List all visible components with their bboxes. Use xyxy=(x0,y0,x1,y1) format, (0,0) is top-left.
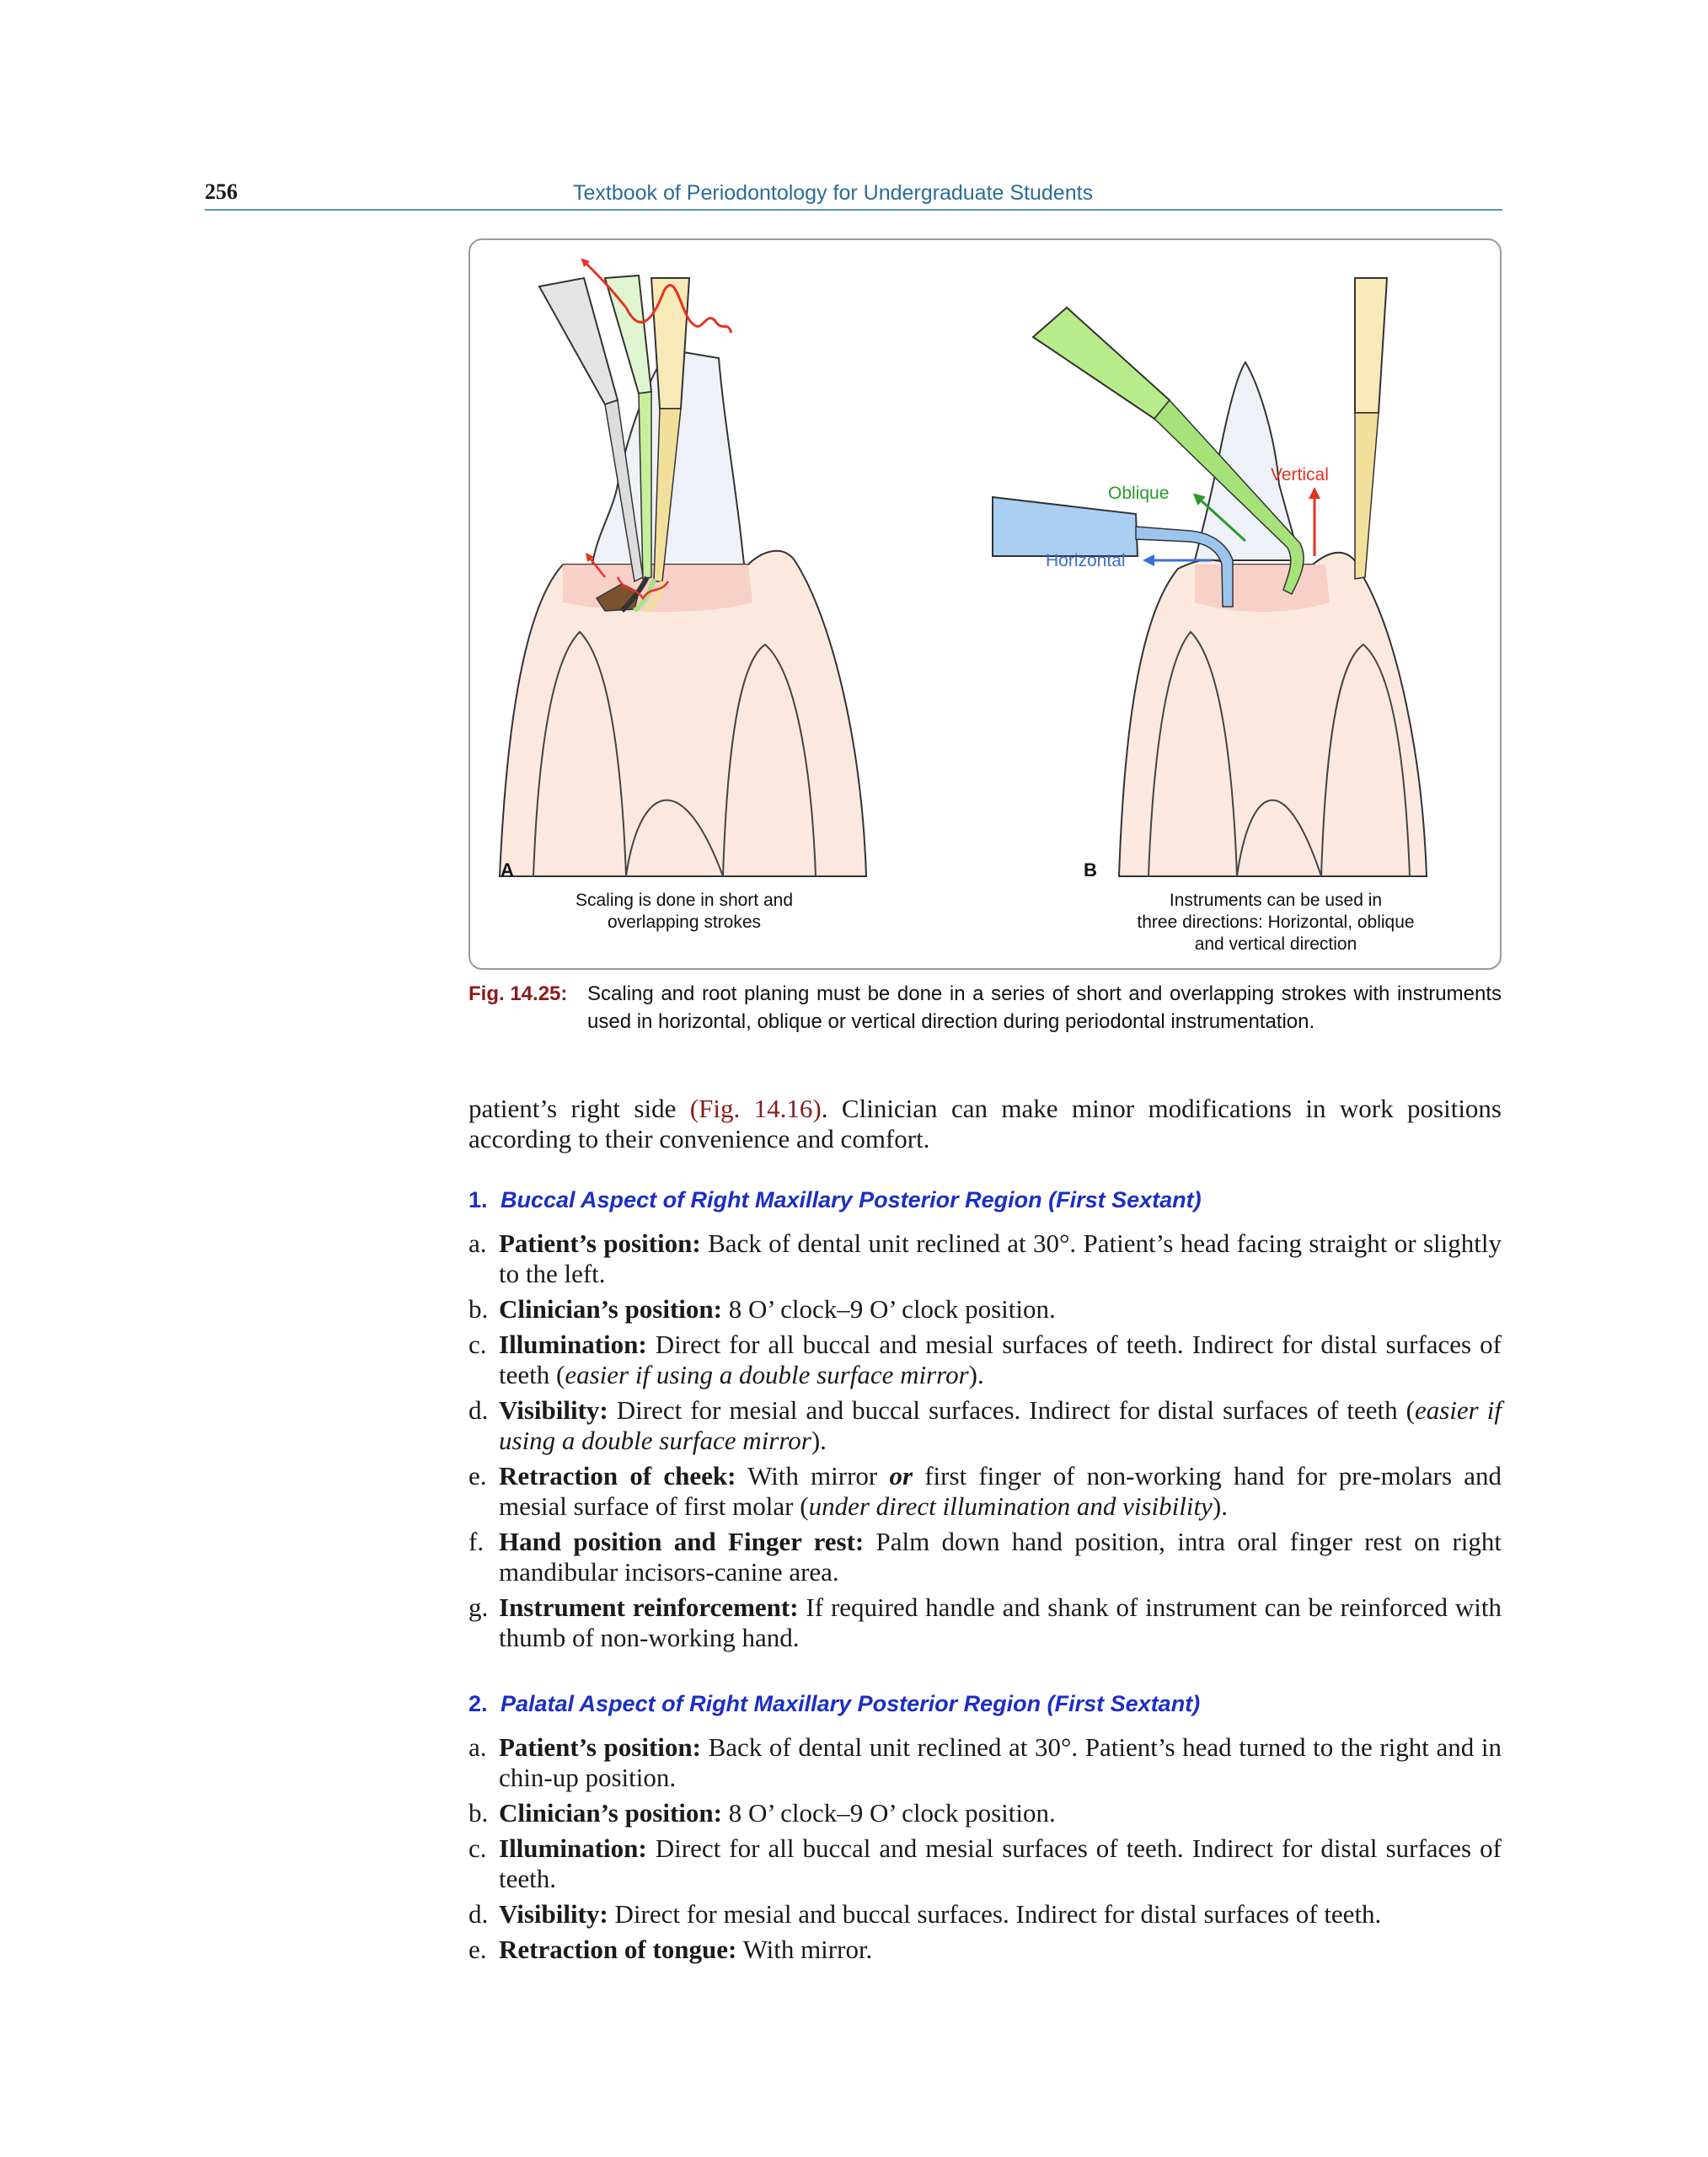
panel-b-caption-line2: three directions: Horizontal, oblique xyxy=(1137,913,1415,932)
panel-a-letter: A xyxy=(501,859,514,880)
list-item xyxy=(468,1798,1502,1828)
header-rule xyxy=(205,209,1502,211)
item-italic: under direct illumination and visibility xyxy=(808,1491,1213,1521)
intro-text-end: . Clinician can make minor modifications in work positions according to their convenience and comfort. xyxy=(468,1094,1502,1153)
item-mark: a. xyxy=(468,1732,487,1762)
item-text-mid: first finger of non-working hand for pre-molars and mesial surface of first molar ( xyxy=(499,1461,1502,1521)
item-text: Direct for all buccal and mesial surfaces of teeth. Indirect for distal surfaces of teeth. xyxy=(499,1833,1502,1893)
running-title: Textbook of Periodontology for Undergraduate Students xyxy=(573,181,1094,205)
item-text: 8 O’ clock–9 O’ clock position. xyxy=(721,1294,1056,1324)
page-number: 256 xyxy=(205,179,238,204)
vertical-label: Vertical xyxy=(1271,465,1329,484)
panel-b-instrument-yellow xyxy=(1355,278,1387,413)
section-2-number: 2. xyxy=(468,1691,488,1716)
list-item xyxy=(468,1294,1502,1325)
item-italic: easier if using a double surface mirror xyxy=(499,1395,1502,1455)
item-label: Illumination: xyxy=(499,1833,647,1863)
item-mark: c. xyxy=(468,1330,487,1359)
item-label: Illumination: xyxy=(499,1330,647,1359)
item-mark: c. xyxy=(468,1833,487,1863)
item-text-end: ). xyxy=(968,1360,984,1389)
panel-b-gum xyxy=(1195,565,1330,612)
list-item xyxy=(468,1732,1502,1793)
panel-a-instrument-grey xyxy=(539,278,618,404)
figure-caption-text: Scaling and root planing must be done in a series of short and overlapping strokes with instruments used in horizontal, oblique or vertical direction during periodontal instrumentation. xyxy=(587,982,1502,1033)
item-text-end: ). xyxy=(811,1426,827,1455)
item-text: 8 O’ clock–9 O’ clock position. xyxy=(721,1798,1056,1828)
section-2-list xyxy=(468,1732,1502,1965)
list-item xyxy=(468,1228,1502,1289)
figure-14-25 xyxy=(468,238,1502,970)
item-mark: e. xyxy=(468,1461,487,1491)
section-2-title: Palatal Aspect of Right Maxillary Posterior Region (First Sextant) xyxy=(501,1691,1201,1716)
item-label: Retraction of cheek: xyxy=(499,1461,736,1491)
list-item xyxy=(468,1833,1502,1894)
panel-b-instrument-yellow-shank xyxy=(1355,413,1379,579)
item-text: Direct for all buccal and mesial surfaces of teeth. Indirect for distal surfaces of teeth ( xyxy=(499,1330,1502,1389)
item-label: Hand position and Finger rest: xyxy=(499,1527,865,1556)
item-label: Clinician’s position: xyxy=(499,1294,722,1324)
figure-caption xyxy=(468,980,1502,1036)
panel-a-caption-line2: overlapping strokes xyxy=(607,913,762,932)
item-text: With mirror. xyxy=(736,1935,873,1964)
item-mark: b. xyxy=(468,1798,489,1828)
item-text-end: ). xyxy=(1212,1491,1228,1521)
item-text: If required handle and shank of instrument can be reinforced with thumb of non-working hand. xyxy=(499,1592,1502,1652)
item-mark: b. xyxy=(468,1294,489,1324)
item-text: Direct for mesial and buccal surfaces. Indirect for distal surfaces of teeth. xyxy=(608,1899,1382,1929)
panel-b-instrument-green xyxy=(1033,308,1170,419)
item-label: Retraction of tongue: xyxy=(499,1935,737,1964)
list-item xyxy=(468,1461,1502,1522)
item-mark: a. xyxy=(468,1228,487,1258)
panel-b-instrument-blue xyxy=(993,497,1138,556)
panel-a-illustration xyxy=(500,261,866,876)
item-text: Direct for mesial and buccal surfaces. Indirect for distal surfaces of teeth ( xyxy=(608,1395,1415,1425)
item-mark: f. xyxy=(468,1527,485,1556)
horizontal-label: Horizontal xyxy=(1046,551,1126,570)
item-label: Instrument reinforcement: xyxy=(499,1592,799,1622)
figure-illustration xyxy=(470,240,1502,970)
item-label: Visibility: xyxy=(499,1899,608,1929)
item-text: With mirror xyxy=(736,1461,890,1491)
list-item xyxy=(468,1592,1502,1653)
section-1-list xyxy=(468,1228,1502,1653)
item-mark: g. xyxy=(468,1592,489,1622)
intro-text: patient’s right side xyxy=(468,1094,690,1123)
item-label: Clinician’s position: xyxy=(499,1798,722,1828)
panel-b-caption-line1: Instruments can be used in xyxy=(1169,891,1383,910)
body-text xyxy=(468,1094,1502,2000)
figure-caption-label: Fig. 14.25: xyxy=(468,982,568,1005)
item-mark: e. xyxy=(468,1935,487,1964)
item-text: Back of dental unit reclined at 30°. Patient’s head facing straight or slightly to the left. xyxy=(499,1228,1502,1288)
list-item xyxy=(468,1395,1502,1456)
item-text: Palm down hand position, intra oral finger rest on right mandibular incisors-canine area. xyxy=(499,1527,1502,1587)
panel-b-caption-line3: and vertical direction xyxy=(1194,934,1357,954)
panel-a-instrument-green xyxy=(605,276,651,393)
panel-b-illustration xyxy=(993,278,1427,876)
oblique-label: Oblique xyxy=(1108,484,1170,503)
item-mark: d. xyxy=(468,1899,489,1929)
item-label: Visibility: xyxy=(499,1395,608,1425)
list-item xyxy=(468,1899,1502,1930)
section-1-number: 1. xyxy=(468,1187,488,1212)
intro-paragraph xyxy=(468,1094,1502,1154)
item-italic: easier if using a double surface mirror xyxy=(565,1360,969,1389)
panel-b-letter: B xyxy=(1084,859,1097,880)
section-1-title: Buccal Aspect of Right Maxillary Posterior Region (First Sextant) xyxy=(501,1187,1202,1212)
list-item xyxy=(468,1330,1502,1390)
section-1-heading xyxy=(468,1185,1502,1215)
panel-a-caption-line1: Scaling is done in short and xyxy=(576,891,793,910)
list-item xyxy=(468,1527,1502,1587)
section-2-heading xyxy=(468,1689,1502,1719)
item-text: Back of dental unit reclined at 30°. Patient’s head turned to the right and in chin-up position. xyxy=(499,1732,1502,1792)
item-label: Patient’s position: xyxy=(499,1732,701,1762)
item-label: Patient’s position: xyxy=(499,1228,701,1258)
list-item xyxy=(468,1935,1502,1965)
figure-reference-link[interactable]: (Fig. 14.16) xyxy=(689,1094,822,1123)
item-bold-italic: or xyxy=(889,1461,913,1491)
item-mark: d. xyxy=(468,1395,489,1425)
